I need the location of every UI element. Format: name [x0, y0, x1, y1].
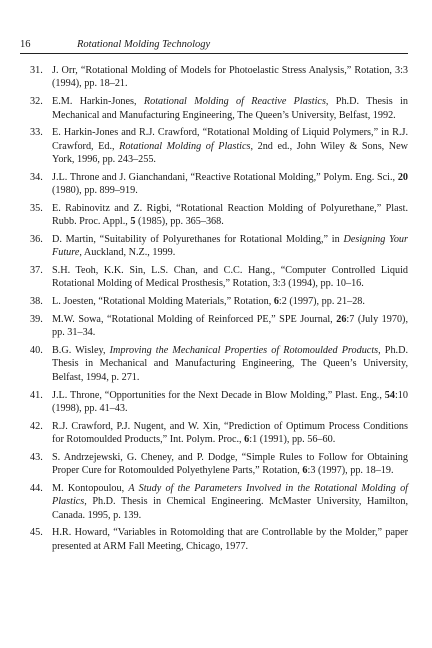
- running-head: [20, 38, 408, 54]
- reference-title: Rotational Molding of Reactive Plastics: [143, 96, 326, 108]
- reference-number: 42.: [30, 420, 43, 432]
- reference-text: L. Joesten, “Rotational Molding Materials,” Rotation,: [52, 296, 274, 308]
- reference-text: E.M. Harkin-Jones,: [52, 96, 144, 108]
- reference-volume: 6: [302, 465, 308, 477]
- reference-text: D. Martin, “Suitability of Polyurethanes for Rotational Molding,” in: [52, 233, 344, 245]
- reference-title: A Study of the Parameters Involved in the Rotational Molding of Plastics: [52, 482, 408, 508]
- reference-item: [20, 526, 408, 553]
- reference-text: J. Orr, “Rotational Molding of Models for Photoelastic Stress Analysis,” Rotation, 3:3 (1994), pp. 18–21.: [52, 65, 408, 90]
- reference-title: Improving the Mechanical Properties of Rotomoulded Products: [109, 344, 379, 356]
- reference-volume: 54: [384, 389, 395, 401]
- reference-number: 34.: [30, 171, 43, 183]
- reference-list: [20, 64, 408, 557]
- running-title: Rotational Molding Technology: [77, 39, 211, 50]
- reference-number: 35.: [30, 202, 43, 214]
- reference-text: :7 (July 1970), pp. 31–34.: [52, 313, 408, 339]
- reference-number: 36.: [30, 233, 43, 245]
- reference-text: , Auckland, N.Z., 1999.: [79, 247, 176, 259]
- reference-item: [20, 389, 408, 416]
- reference-number: 32.: [30, 96, 43, 108]
- reference-text: :2 (1997), pp. 21–28.: [278, 296, 365, 308]
- reference-item: [20, 64, 408, 91]
- reference-item: [20, 126, 408, 166]
- reference-text: :1 (1991), pp. 56–60.: [249, 434, 336, 446]
- reference-item: [20, 451, 408, 478]
- reference-item: [20, 420, 408, 447]
- reference-text: (1980), pp. 899–919.: [52, 185, 138, 197]
- reference-volume: 5: [130, 216, 136, 228]
- reference-text: E. Rabinovitz and Z. Rigbi, “Rotational Reaction Molding of Polyurethane,” Plast. Rubb. Proc. Appl.,: [52, 202, 408, 228]
- reference-item: [20, 202, 408, 229]
- reference-text: B.G. Wisley,: [52, 344, 110, 356]
- reference-text: :3 (1997), pp. 18–19.: [307, 465, 394, 477]
- reference-text: H.R. Howard, “Variables in Rotomolding that are Controllable by the Molder,” paper presented at ARM Fall Meeting, Chicago, 1977.: [52, 527, 408, 552]
- reference-text: E. Harkin-Jones and R.J. Crawford, “Rotational Molding of Liquid Polymers,” in R.J. Crawford, Ed.,: [52, 127, 408, 152]
- reference-volume: 6: [244, 434, 250, 446]
- reference-text: , Ph.D. Thesis in Chemical Engineering. McMaster University, Hamilton, Canada. 1995, p. 139.: [52, 496, 408, 521]
- reference-volume: 26: [336, 313, 347, 325]
- reference-text: :10 (1998), pp. 41–43.: [52, 389, 408, 414]
- reference-text: , 2nd ed., John Wiley & Sons, New York, 1996, pp. 243–255.: [52, 140, 408, 166]
- reference-text: M.W. Sowa, “Rotational Molding of Reinforced PE,” SPE Journal,: [52, 313, 337, 325]
- reference-volume: 6: [273, 296, 279, 308]
- reference-item: [20, 171, 408, 198]
- reference-number: 40.: [30, 344, 43, 356]
- reference-number: 41.: [30, 389, 43, 401]
- reference-item: [20, 295, 408, 308]
- reference-item: [20, 233, 408, 260]
- reference-text: S.H. Teoh, K.K. Sin, L.S. Chan, and C.C. Hang., “Computer Controlled Liquid Rotational Molding of Medical Prosthesis,” Rotation, 3:3 (1994), pp. 10–16.: [52, 265, 408, 290]
- reference-title: Rotational Molding of Plastics: [119, 140, 251, 152]
- reference-item: [20, 95, 408, 122]
- reference-item: [20, 264, 408, 291]
- reference-text: , Ph.D. Thesis in Mechanical and Manufacturing Engineering, The Queen’s University, Belfast, 1994, p. 271.: [52, 344, 408, 383]
- reference-number: 39.: [30, 313, 43, 325]
- reference-number: 38.: [30, 296, 43, 308]
- reference-number: 44.: [30, 482, 43, 494]
- reference-item: [20, 313, 408, 340]
- reference-text: J.L. Throne and J. Gianchandani, “Reactive Rotational Molding,” Polym. Eng. Sci.,: [52, 171, 398, 183]
- reference-number: 43.: [30, 451, 43, 463]
- reference-number: 45.: [30, 527, 43, 539]
- reference-volume: 20: [397, 171, 408, 183]
- reference-item: [20, 482, 408, 522]
- reference-text: M. Kontopoulou,: [52, 482, 129, 494]
- reference-number: 33.: [30, 127, 43, 139]
- reference-text: (1985), pp. 365–368.: [135, 216, 224, 228]
- page-number: 16: [20, 39, 31, 50]
- reference-text: R.J. Crawford, P.J. Nugent, and W. Xin, “Prediction of Optimum Process Conditions for Rotomoulded Products,” Int. Polym. Proc.,: [52, 420, 408, 446]
- reference-number: 31.: [30, 65, 43, 76]
- reference-item: [20, 344, 408, 384]
- reference-number: 37.: [30, 265, 43, 277]
- reference-text: J.L. Throne, “Opportunities for the Next Decade in Blow Molding,” Plast. Eng.,: [52, 389, 385, 401]
- reference-title: Designing Your Future: [52, 233, 408, 259]
- reference-text: S. Andrzejewski, G. Cheney, and P. Dodge, “Simple Rules to Follow for Obtaining Proper Cure for Rotomoulded Polyethylene Parts,” Rotation,: [52, 451, 408, 477]
- reference-text: , Ph.D. Thesis in Mechanical and Manufacturing Engineering, The Queen’s University, Belfast, 1992.: [52, 96, 408, 121]
